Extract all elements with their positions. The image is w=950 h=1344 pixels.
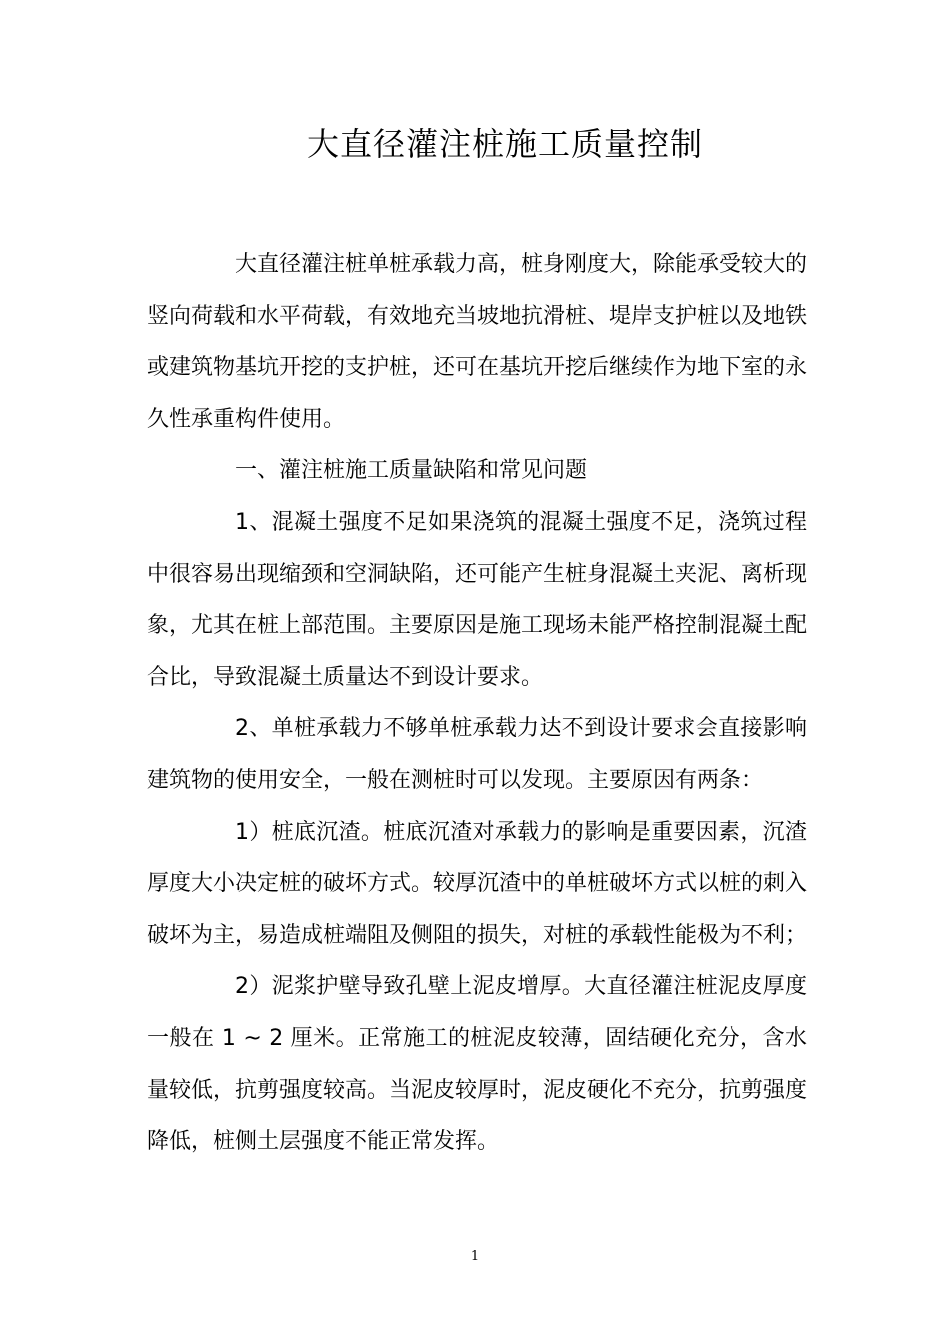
paragraph-subitem-2: 2）泥浆护壁导致孔壁上泥皮增厚。大直径灌注桩泥皮厚度一般在 1 ~ 2 厘米。正常施工的桩泥皮较薄，固结硬化充分，含水量较低，抗剪强度较高。当泥皮较厚时，泥皮硬化不充分，抗剪强度降低，桩侧土层强度不能正常发挥。 <box>147 974 808 1155</box>
intro-paragraph: 大直径灌注桩单桩承载力高，桩身刚度大，除能承受较大的竖向荷载和水平荷载，有效地充当坡地抗滑桩、堤岸支护桩以及地铁或建筑物基坑开挖的支护桩，还可在基坑开挖后继续作为地下室的永久性承重构件使用。 <box>147 252 808 432</box>
section-heading: 一、灌注桩施工质量缺陷和常见问题 <box>235 458 588 484</box>
paragraph-item-1: 1、混凝土强度不足如果浇筑的混凝土强度不足，浇筑过程中很容易出现缩颈和空洞缺陷，还可能产生桩身混凝土夹泥、离析现象，尤其在桩上部范围。主要原因是施工现场未能严格控制混凝土配合比，导致混凝土质量达不到设计要求。 <box>147 509 808 690</box>
paragraph-subitem-1: 1）桩底沉渣。桩底沉渣对承载力的影响是重要因素，沉渣厚度大小决定桩的破坏方式。较厚沉渣中的单桩破坏方式以桩的刺入破坏为主，易造成桩端阻及侧阻的损失，对桩的承载性能极为不利； <box>147 819 808 948</box>
paragraph-item-2: 2、单桩承载力不够单桩承载力达不到设计要求会直接影响建筑物的使用安全，一般在测桩时可以发现。主要原因有两条： <box>147 716 807 793</box>
document-body <box>147 239 807 1168</box>
page-number: 1 <box>470 1249 480 1264</box>
document-title: 大直径灌注桩施工质量控制 <box>306 125 703 163</box>
